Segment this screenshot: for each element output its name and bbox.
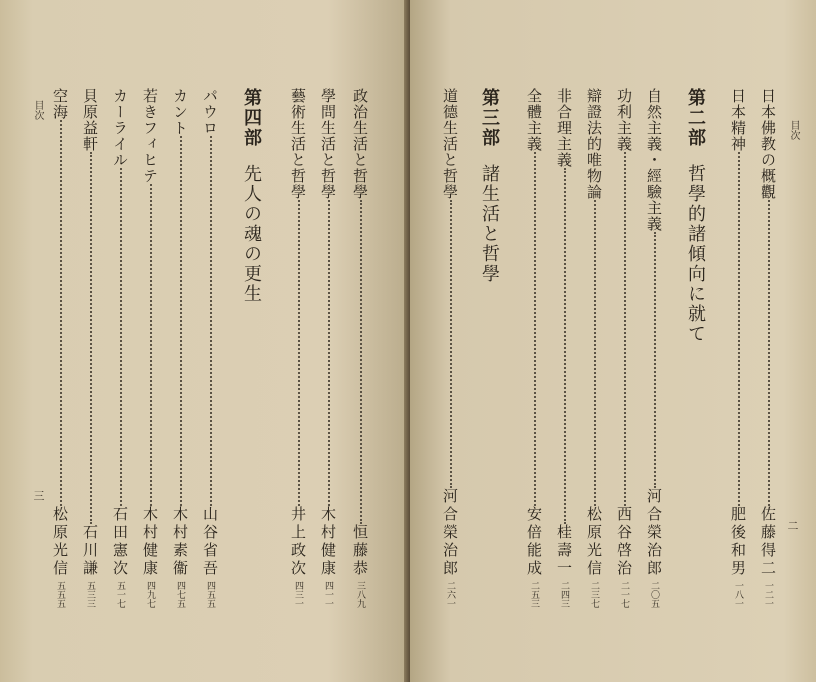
toc-entry[interactable]: カント 木村素衞 四七五 xyxy=(171,88,189,608)
toc-entry[interactable]: 全體主義 安倍能成 二五三 xyxy=(525,88,543,608)
part-title: 哲學的諸傾向に就て xyxy=(685,164,706,344)
page-number-left: 三 xyxy=(32,490,45,501)
toc-entry[interactable]: カーライル 石田憲次 五一七 xyxy=(111,88,129,608)
toc-entry[interactable]: 學問生活と哲學 木村健康 四一一 xyxy=(319,88,337,608)
part-title: 先人の魂の更生 xyxy=(241,164,262,304)
toc-entry[interactable]: 非合理主義 桂壽一 二四三 xyxy=(555,88,573,608)
toc-entry[interactable]: パウロ 山谷省吾 四五五 xyxy=(201,88,219,608)
page-number-right: 二 xyxy=(786,520,799,531)
toc-entry[interactable]: 功利主義 西谷啓治 二一七 xyxy=(615,88,633,608)
toc-entry[interactable]: 道德生活と哲學 河合榮治郎 二六一 xyxy=(441,88,459,608)
part-label: 第二部 xyxy=(685,88,706,148)
toc-entry[interactable]: 若きフィヒテ 木村健康 四九七 xyxy=(141,88,159,608)
toc-entry[interactable]: 自然主義・經驗主義 河合榮治郎 二〇五 xyxy=(645,88,663,608)
running-head-left: 目次 xyxy=(32,100,43,120)
toc-entry[interactable]: 貝原益軒 石川謙 五三三 xyxy=(81,88,99,608)
toc-entry[interactable]: 空海 松原光信 五五五 xyxy=(51,88,69,608)
running-head-right: 目次 xyxy=(788,120,799,140)
toc-entry[interactable]: 日本佛教の概觀 佐藤得二 一二一 xyxy=(759,88,777,608)
part-heading xyxy=(476,88,502,284)
toc-entry[interactable]: 藝術生活と哲學 井上政次 四三一 xyxy=(289,88,307,608)
part-label: 第三部 xyxy=(479,88,500,148)
part-label: 第四部 xyxy=(241,88,262,148)
part-heading xyxy=(238,88,264,304)
toc-entry[interactable]: 辯證法的唯物論 松原光信 二三七 xyxy=(585,88,603,608)
part-title: 諸生活と哲學 xyxy=(479,164,500,284)
toc-entry[interactable]: 政治生活と哲學 恒藤恭 三八九 xyxy=(351,88,369,608)
right-page xyxy=(410,0,816,682)
part-heading xyxy=(682,88,708,344)
toc-entry[interactable]: 日本精神 肥後和男 一八一 xyxy=(729,88,747,608)
